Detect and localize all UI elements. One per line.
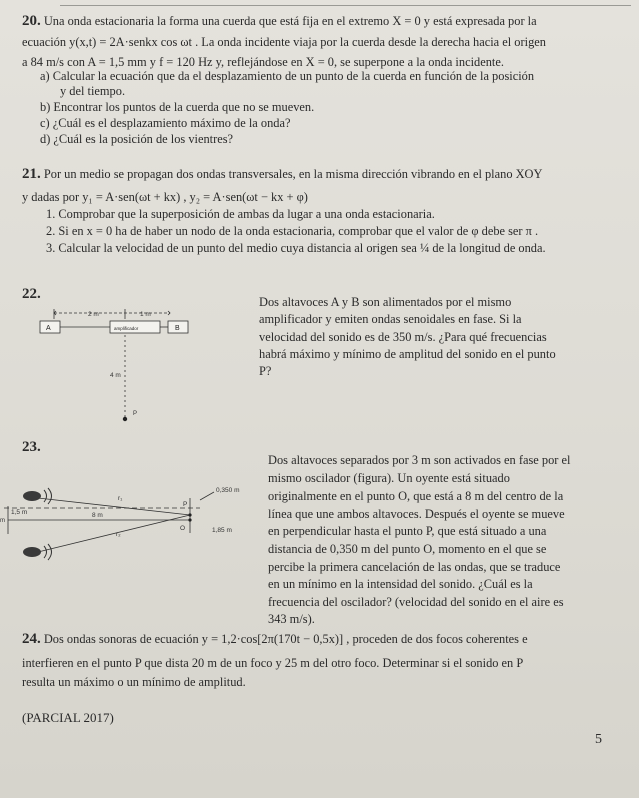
- problem-21-item-2: 2. Si en x = 0 ha de haber un nodo de la onda estacionaria, comprobar que el valor de φ debe ser π .: [46, 224, 539, 238]
- header-rule: [60, 5, 631, 6]
- fig23-d035: 0,350 m: [216, 487, 240, 494]
- problem-21-text-1: Por un medio se propagan dos ondas transversales, en la misma dirección vibrando en el plano XOY: [43, 167, 543, 181]
- problem-21-item-1: 1. Comprobar que la superposición de ambas da lugar a una onda estacionaria.: [46, 207, 435, 221]
- problem-23-figure: [0, 478, 262, 573]
- fig23-d185: 1,85 m: [212, 527, 232, 534]
- problem-23-text-9: frecuencia del oscilador? (velocidad del sonido en el aire es: [268, 595, 564, 609]
- problem-23-text-4: línea que une ambos altavoces. Después el oyente se mueve: [268, 507, 565, 521]
- problem-22-text-2: amplificador y emiten ondas senoidales en fase. Si la: [259, 312, 522, 326]
- problem-20-item-a-2: y del tiempo.: [60, 84, 126, 98]
- problem-23-text-6: distancia de 0,350 m del punto O, momento en el que se: [268, 542, 547, 556]
- ray-r2: [38, 515, 190, 552]
- problem-24-number: 24.: [22, 631, 41, 647]
- fig22-label-p: P: [133, 411, 138, 417]
- fig22-label-a: A: [46, 325, 51, 332]
- problem-22-text-5: P?: [259, 364, 272, 378]
- problem-22-text-1: Dos altavoces A y B son alimentados por el mismo: [259, 295, 512, 309]
- problem-22-figure: [30, 305, 210, 435]
- fig22-d1: 2 m: [88, 311, 99, 318]
- problem-20-item-c: c) ¿Cuál es el desplazamiento máximo de la onda?: [40, 116, 291, 130]
- problem-23-text-8: en un mínimo en la intensidad del sonido. ¿Cuál es la: [268, 577, 533, 591]
- point-o-mark: [188, 518, 191, 521]
- ray-r1: [38, 498, 190, 515]
- point-p-mark: [188, 513, 191, 516]
- problem-23-text-1: Dos altavoces separados por 3 m son activados en fase por el: [268, 453, 571, 467]
- problem-23-text-5: en perpendicular hasta el punto P, que está situado a una: [268, 524, 547, 538]
- problem-20-line-1: [22, 14, 537, 28]
- fig22-amplifier: amplificador: [114, 326, 139, 331]
- problem-22-text-4: habrá máximo y mínimo de amplitud del sonido en el punto: [259, 347, 556, 361]
- leader-0350: [200, 492, 214, 500]
- fig22-d2: 1 m: [140, 311, 151, 318]
- problem-23-number: 23.: [22, 439, 41, 455]
- problem-20-item-b: b) Encontrar los puntos de la cuerda que no se mueven.: [40, 100, 315, 114]
- page-number: 5: [595, 732, 602, 747]
- sound-waves-top-icon: [44, 488, 52, 504]
- problem-23-text-2: mismo oscilador (figura). Un oyente está situado: [268, 471, 510, 485]
- problem-22-number: 22.: [22, 286, 41, 302]
- problem-20-text-1: Una onda estacionaria la forma una cuerda que está fija en el extremo X = 0 y está expresada por la: [43, 14, 537, 28]
- fig23-m: m: [0, 518, 5, 524]
- fig22-label-b: B: [175, 325, 180, 332]
- problem-23-text-7: percibe la primera cancelación de las ondas, que se traduce: [268, 560, 561, 574]
- problem-23-text-10: 343 m/s).: [268, 612, 315, 626]
- problem-23-text-3: originalmente en el punto O, que está a 8 m del centro de la: [268, 489, 564, 503]
- fig23-label-p: P: [183, 501, 188, 508]
- fig23-d8: 8 m: [92, 512, 103, 519]
- problem-20-item-d: d) ¿Cuál es la posición de los vientres?: [40, 132, 234, 146]
- fig23-r2: r₂: [116, 531, 121, 538]
- fig23-label-o: O: [180, 525, 186, 532]
- problem-21-item-3: 3. Calcular la velocidad de un punto del medio cuya distancia al origen sea ¼ de la longitud de onda.: [46, 241, 546, 255]
- speaker-bottom-icon: [23, 547, 41, 557]
- problem-20-item-a-1: a) Calcular la ecuación que da el desplazamiento de un punto de la cuerda en función de la posición: [40, 69, 535, 83]
- problem-20-number: 20.: [22, 13, 41, 29]
- problem-22-text-3: velocidad del sonido es de 350 m/s. ¿Para qué frecuencias: [259, 330, 547, 344]
- problem-21-number: 21.: [22, 166, 41, 182]
- problem-24-text-2: interfieren en el punto P que dista 20 m de un foco y 25 m del otro foco. Determinar si el sonido en P: [22, 656, 524, 670]
- problem-24-text-3: resulta un máximo o un mínimo de amplitud.: [22, 675, 246, 689]
- problem-20-text-3: a 84 m/s con A = 1,5 mm y f = 120 Hz y, reflejándose en X = 0, se superpone a la onda incidente.: [22, 55, 504, 69]
- fig23-r1: r₁: [118, 495, 123, 502]
- sound-waves-bottom-icon: [44, 544, 52, 560]
- speaker-top-icon: [23, 491, 41, 501]
- exam-source: (PARCIAL 2017): [22, 710, 114, 725]
- problem-24-line-1: [22, 632, 528, 646]
- problem-20-text-2: ecuación y(x,t) = 2A·senkx cos ωt . La onda incidente viaja por la cuerda desde la derecha hacia el origen: [22, 35, 546, 49]
- fig23-d15: 1,5 m: [11, 509, 28, 516]
- problem-24-text-1: Dos ondas sonoras de ecuación y = 1,2·cos[2π(170t − 0,5x)] , proceden de dos focos coherentes e: [43, 632, 528, 646]
- problem-21-text-2: y dadas por y₁ = A·sen(ωt + kx) , y₂ = A·sen(ωt − kx + φ): [22, 190, 308, 204]
- point-p: [123, 417, 127, 421]
- fig22-d3: 4 m: [110, 372, 121, 379]
- problem-21-line-1: [22, 167, 542, 181]
